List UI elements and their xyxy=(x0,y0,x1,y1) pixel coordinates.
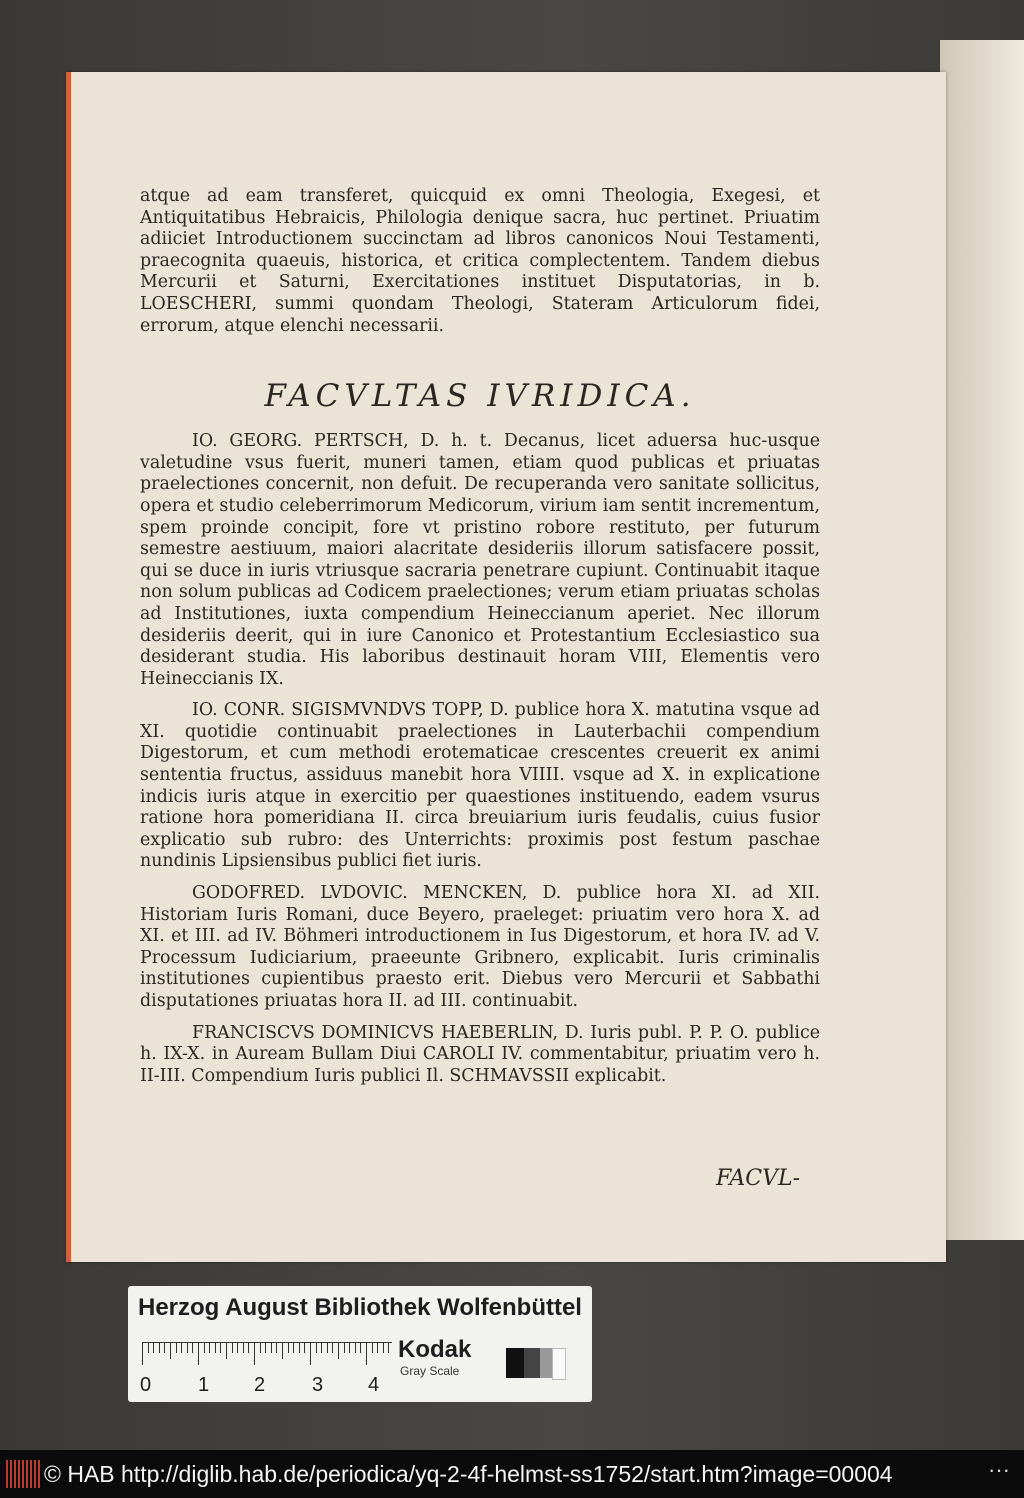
ruler-tick xyxy=(260,1343,261,1353)
ruler-tick xyxy=(164,1343,165,1353)
ruler-tick xyxy=(226,1343,227,1359)
paragraph-haeberlin: FRANCISCVS DOMINICVS HAEBERLIN, D. Iuris publ. P. P. O. publice h. IX-X. in Auream Bullam Diui CAROLI IV. commentabitur, priuatim vero h. II-III. Compendium Iuris publici Il. SCHMAVSSII explicabit. xyxy=(140,1022,820,1086)
ruler-tick xyxy=(198,1343,199,1365)
ruler-tick xyxy=(304,1343,305,1353)
ruler-tick xyxy=(299,1343,300,1353)
ruler-number: 1 xyxy=(198,1374,210,1396)
gray-swatch xyxy=(524,1348,540,1378)
ruler-tick xyxy=(388,1343,389,1353)
ruler-tick xyxy=(293,1343,294,1353)
scale-ruler xyxy=(142,1342,392,1373)
gray-scale-label: Gray Scale xyxy=(400,1364,460,1378)
ruler-tick xyxy=(316,1343,317,1353)
ruler-tick xyxy=(377,1343,378,1353)
ruler-tick xyxy=(170,1343,171,1359)
ruler-tick xyxy=(310,1343,311,1365)
source-url[interactable]: © HAB http://diglib.hab.de/periodica/yq-2-4f-helmst-ss1752/start.htm?image=00004 xyxy=(44,1461,893,1487)
kodak-logo: Kodak xyxy=(398,1336,472,1363)
ruler-tick xyxy=(276,1343,277,1353)
ruler-tick xyxy=(248,1343,249,1353)
gray-swatch xyxy=(540,1348,552,1378)
ruler-tick xyxy=(282,1343,283,1359)
library-label-card xyxy=(128,1286,592,1402)
ruler-tick xyxy=(355,1343,356,1353)
paragraph-mencken: GODOFRED. LVDOVIC. MENCKEN, D. publice hora XI. ad XII. Historiam Iuris Romani, duce Beyero, praeleget: priuatim vero hora X. ad XI. et III. ad IV. Böhmeri introductionem in Ius Digestorum, et hora IV. ad V. Processum Iudiciarium, praeeunte Gribnero, explicabit. Iuris criminalis institutiones cupientibus praesto erit. Diebus vero Mercurii et Sabbathi disputationes priuatas hora II. ad III. continuabit. xyxy=(140,883,820,1011)
page-text xyxy=(140,186,820,1087)
facing-page xyxy=(940,40,1024,1240)
hab-logo-icon xyxy=(6,1460,42,1488)
ruler-tick xyxy=(265,1343,266,1353)
ruler-number: 4 xyxy=(368,1374,380,1396)
ruler-tick xyxy=(383,1343,384,1353)
ruler-tick xyxy=(176,1343,177,1353)
ruler-tick xyxy=(181,1343,182,1353)
ruler-tick xyxy=(338,1343,339,1359)
ruler-number: 0 xyxy=(140,1374,152,1396)
ruler-tick xyxy=(349,1343,350,1353)
ruler-tick xyxy=(159,1343,160,1353)
ruler-tick xyxy=(344,1343,345,1353)
ruler-tick xyxy=(192,1343,193,1353)
ruler-tick xyxy=(254,1343,255,1365)
ruler-tick xyxy=(237,1343,238,1353)
page-edge xyxy=(66,72,71,1262)
section-heading: FACVLTAS IVRIDICA. xyxy=(264,378,696,415)
library-name: Herzog August Bibliothek Wolfenbüttel xyxy=(138,1294,582,1321)
ruler-tick xyxy=(142,1343,143,1365)
ruler-tick xyxy=(204,1343,205,1353)
ruler-tick xyxy=(332,1343,333,1353)
ruler-tick xyxy=(232,1343,233,1353)
intro-paragraph: atque ad eam transferet, quicquid ex omni Theologia, Exegesi, et Antiquitatibus Hebraicis, Philologia denique sacra, huc pertinet. Priuatim adiiciet Introductionem succinctam ad libros canonicos Noui Testamenti, praecognita quaeuis, historica, et critica complectentem. Tandem diebus Mercurii et Saturni, Exercitationes instituet Disputatorias, in b. LOESCHERI, summi quondam Theologi, Stateram Articulorum fidei, errorum, atque elenchi necessarii. xyxy=(140,186,820,336)
ruler-tick xyxy=(187,1343,188,1353)
ruler-tick xyxy=(288,1343,289,1353)
catchword: FACVL- xyxy=(716,1166,801,1191)
ruler-number: 2 xyxy=(254,1374,266,1396)
ruler-tick xyxy=(366,1343,367,1365)
ruler-tick xyxy=(243,1343,244,1353)
gray-swatch xyxy=(506,1348,524,1378)
ruler-tick xyxy=(148,1343,149,1353)
gray-swatch xyxy=(552,1348,566,1380)
viewer-footer xyxy=(0,1450,1024,1498)
more-icon[interactable]: ··· xyxy=(988,1457,1010,1482)
ruler-tick xyxy=(215,1343,216,1353)
ruler-number: 3 xyxy=(312,1374,324,1396)
ruler-tick xyxy=(209,1343,210,1353)
ruler-tick xyxy=(321,1343,322,1353)
paragraph-pertsch: IO. GEORG. PERTSCH, D. h. t. Decanus, licet aduersa huc-usque valetudine vsus fuerit, muneri tamen, etiam quod publicas et priuatas praelectiones concernit, non defuit. De recuperanda vero sanitate sollicitus, opera et studio celeberrimorum Medicorum, virium iam sentit incrementum, spem proinde concipit, fore vt pristino robore restituto, per futurum semestre aestiuum, maiori alacritate desideriis illorum satisfacere possit, qui se duce in iuris vtriusque sacraria penetrare cupiunt. Continuabit itaque non solum publicas ad Codicem praelectiones; verum etiam priuatas scholas ad Institutiones, iuxta compendium Heineccianum aperiet. Nec illorum desideriis deerit, qui in iure Canonico et Protestantium Ecclesiastico sua desiderant studia. His laboribus destinauit horam VIII, Elementis vero Heineccianis IX. xyxy=(140,431,820,689)
ruler-tick xyxy=(153,1343,154,1353)
ruler-tick xyxy=(220,1343,221,1353)
ruler-tick xyxy=(271,1343,272,1353)
ruler-tick xyxy=(360,1343,361,1353)
ruler-tick xyxy=(372,1343,373,1353)
paragraph-topp: IO. CONR. SIGISMVNDVS TOPP, D. publice hora X. matutina vsque ad XI. quotidie continuabit praelectiones in Lauterbachii compendium Digestorum, et cum methodi erotematicae crescentes creuerit ex animi sententia fructus, assiduus manebit hora VIIII. vsque ad X. in explicatione indicis iuris atque in exercitio per quaestiones instituendo, eadem vsurus ratione hora pomeridiana II. circa breuiarium iuris feudalis, cuius fusior explicatio sub rubro: des Unterrichts: proximis post festum paschae nundinis Lipsiensibus publici fiet iuris. xyxy=(140,700,820,872)
ruler-tick xyxy=(327,1343,328,1353)
